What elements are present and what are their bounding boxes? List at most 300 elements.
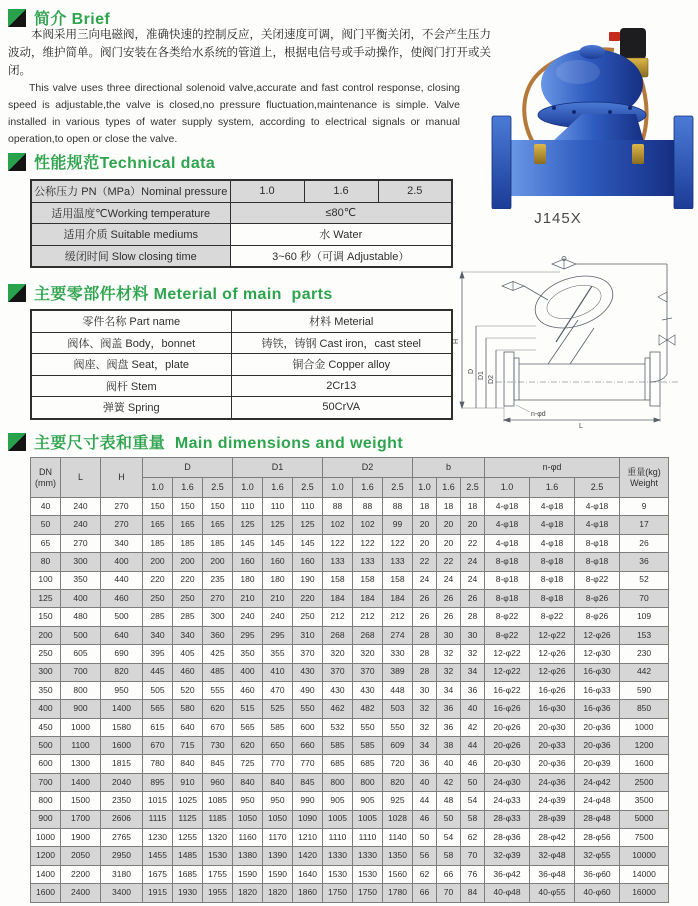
value-cell: 650	[263, 737, 293, 755]
value-cell: 840	[263, 773, 293, 791]
value-cell: 555	[203, 681, 233, 699]
value-cell: 370	[323, 663, 353, 681]
value-cell: 2.5	[378, 180, 452, 202]
value-cell: 8-φ18	[485, 571, 530, 589]
row-label-cell: 公称压力 PN（MPa）Nominal pressure	[31, 180, 230, 202]
table-row	[31, 829, 669, 847]
value-cell: 40	[437, 755, 461, 773]
value-cell: 1025	[173, 792, 203, 810]
table-row	[31, 571, 669, 589]
value-cell: 1005	[323, 810, 353, 828]
value-cell: 212	[353, 608, 383, 626]
value-cell: 24-φ42	[575, 773, 620, 791]
value-cell: 220	[173, 571, 203, 589]
value-cell: 36-φ60	[575, 865, 620, 883]
value-cell: 1110	[323, 829, 353, 847]
value-cell: 8-φ22	[530, 608, 575, 626]
value-cell: 1255	[173, 829, 203, 847]
value-cell: 1125	[173, 810, 203, 828]
value-cell: 18	[437, 498, 461, 516]
value-cell: 1820	[233, 884, 263, 902]
value-cell: 640	[101, 626, 143, 644]
value-cell: 28-φ33	[485, 810, 530, 828]
value-cell: 430	[353, 681, 383, 699]
value-cell: 66	[437, 865, 461, 883]
value-cell: 220	[293, 589, 323, 607]
value-cell: 700	[61, 663, 101, 681]
pressure-header-cell: 1.6	[530, 478, 575, 498]
table-row	[31, 354, 452, 376]
value-cell: 515	[233, 700, 263, 718]
table-row	[31, 626, 669, 644]
value-cell: 110	[293, 498, 323, 516]
value-cell: 34	[413, 737, 437, 755]
value-cell: 22	[437, 553, 461, 571]
value-cell: 400	[61, 589, 101, 607]
value-cell: 1210	[293, 829, 323, 847]
value-cell: 88	[323, 498, 353, 516]
value-cell: 550	[353, 718, 383, 736]
column-header-cell: L	[61, 458, 101, 498]
value-cell: 109	[620, 608, 669, 626]
value-cell: 270	[101, 516, 143, 534]
materials-table-body	[31, 332, 452, 419]
table-row	[31, 884, 669, 902]
value-cell: 1700	[61, 810, 101, 828]
value-cell: 1400	[61, 773, 101, 791]
value-cell: 389	[383, 663, 413, 681]
value-cell: 1400	[101, 700, 143, 718]
value-cell: 2350	[101, 792, 143, 810]
value-cell: 28-φ56	[575, 829, 620, 847]
pressure-header-cell: 1.6	[353, 478, 383, 498]
value-cell: 295	[233, 626, 263, 644]
value-cell: 268	[323, 626, 353, 644]
value-cell: 铸铁，铸钢 Cast iron，cast steel	[231, 332, 452, 354]
pressure-header-cell: 1.6	[173, 478, 203, 498]
value-cell: 2606	[101, 810, 143, 828]
value-cell: 1185	[203, 810, 233, 828]
table-row	[31, 755, 669, 773]
value-cell: 100	[31, 571, 61, 589]
value-cell: 350	[233, 645, 263, 663]
value-cell: 1530	[323, 865, 353, 883]
value-cell: 1930	[173, 884, 203, 902]
value-cell: 4-φ18	[575, 498, 620, 516]
dim-label-d1: D1	[478, 371, 485, 380]
value-cell: 770	[263, 755, 293, 773]
value-cell: 4-φ18	[575, 516, 620, 534]
value-cell: 1750	[323, 884, 353, 902]
column-header-cell: n-φd	[485, 458, 620, 478]
value-cell: 268	[353, 626, 383, 644]
value-cell: 28-φ42	[530, 829, 575, 847]
value-cell: 210	[263, 589, 293, 607]
value-cell: 1600	[101, 737, 143, 755]
value-cell: 605	[61, 645, 101, 663]
value-cell: 300	[31, 663, 61, 681]
value-cell: 160	[263, 553, 293, 571]
value-cell: 615	[143, 718, 173, 736]
table-row	[31, 865, 669, 883]
value-cell: 62	[413, 865, 437, 883]
value-cell: 485	[203, 663, 233, 681]
value-cell: 4-φ18	[530, 534, 575, 552]
value-cell: 36-φ48	[530, 865, 575, 883]
value-cell: 950	[101, 681, 143, 699]
row-label-cell: 适用温度℃Working temperature	[31, 202, 230, 224]
value-cell: 1005	[353, 810, 383, 828]
value-cell: 58	[461, 810, 485, 828]
table-row	[31, 792, 669, 810]
value-cell: 240	[263, 608, 293, 626]
value-cell: 133	[323, 553, 353, 571]
value-cell: 220	[143, 571, 173, 589]
table-row	[31, 180, 452, 202]
materials-table	[30, 309, 453, 420]
value-cell: 22	[413, 553, 437, 571]
value-cell: 235	[203, 571, 233, 589]
pressure-header-cell: 2.5	[203, 478, 233, 498]
value-cell: 480	[61, 608, 101, 626]
value-cell: 70	[437, 884, 461, 902]
value-cell: 28-φ36	[485, 829, 530, 847]
value-cell: 54	[461, 792, 485, 810]
value-cell: 1560	[383, 865, 413, 883]
pressure-header-cell: 1.0	[485, 478, 530, 498]
value-cell: 8-φ22	[575, 571, 620, 589]
value-cell: 550	[383, 718, 413, 736]
dim-label-d2: D2	[488, 375, 495, 384]
value-cell: 20-φ30	[485, 755, 530, 773]
value-cell: 910	[173, 773, 203, 791]
table-row	[31, 645, 669, 663]
column-header-cell: H	[101, 458, 143, 498]
value-cell: 28-φ39	[530, 810, 575, 828]
value-cell: 8-φ18	[530, 589, 575, 607]
value-cell: 180	[233, 571, 263, 589]
value-cell: 685	[353, 755, 383, 773]
value-cell: 800	[323, 773, 353, 791]
value-cell: 22	[461, 534, 485, 552]
value-cell: 1110	[353, 829, 383, 847]
value-cell: 铜合金 Copper alloy	[231, 354, 452, 376]
value-cell: 8-φ26	[575, 608, 620, 626]
value-cell: 250	[143, 589, 173, 607]
value-cell: 1.6	[304, 180, 378, 202]
value-cell: 1600	[31, 884, 61, 902]
dim-label-nphid: n-φd	[531, 411, 546, 418]
value-cell: 2Cr13	[231, 375, 452, 397]
product-photo-valve	[490, 24, 695, 209]
value-cell: 274	[383, 626, 413, 644]
value-cell: 1400	[31, 865, 61, 883]
value-cell: 300	[203, 608, 233, 626]
value-cell: 565	[233, 718, 263, 736]
value-cell: 3180	[101, 865, 143, 883]
section-marker-icon	[8, 284, 26, 302]
value-cell: 阀体、阀盖 Body，bonnet	[31, 332, 231, 354]
column-header-cell: D1	[233, 458, 323, 478]
value-cell: 46	[413, 810, 437, 828]
section-heading-dimensions	[8, 430, 403, 453]
value-cell: 1028	[383, 810, 413, 828]
value-cell: 532	[323, 718, 353, 736]
value-cell: 30	[437, 626, 461, 644]
value-cell: 360	[203, 626, 233, 644]
value-cell: 620	[233, 737, 263, 755]
value-cell: 102	[323, 516, 353, 534]
value-cell: 18	[461, 498, 485, 516]
section-marker-icon	[8, 153, 26, 171]
value-cell: 20-φ36	[575, 718, 620, 736]
value-cell: 66	[413, 884, 437, 902]
value-cell: 50	[31, 516, 61, 534]
value-cell: 20-φ30	[530, 718, 575, 736]
value-cell: 960	[203, 773, 233, 791]
value-cell: 165	[143, 516, 173, 534]
value-cell: 8-φ18	[575, 534, 620, 552]
header-line: Weight	[630, 477, 658, 488]
value-cell: 122	[383, 534, 413, 552]
value-cell: 54	[437, 829, 461, 847]
value-cell: 24-φ30	[485, 773, 530, 791]
value-cell: 3~60 秒（可调 Adjustable）	[230, 245, 452, 267]
value-cell: 32-φ39	[485, 847, 530, 865]
value-cell: 24-φ36	[530, 773, 575, 791]
pressure-header-cell: 1.6	[437, 478, 461, 498]
value-cell: 36	[437, 700, 461, 718]
value-cell: 165	[173, 516, 203, 534]
value-cell: 50	[461, 773, 485, 791]
value-cell: 240	[61, 498, 101, 516]
table-row	[31, 700, 669, 718]
value-cell: 16-φ30	[575, 663, 620, 681]
value-cell: 405	[173, 645, 203, 663]
value-cell: 240	[233, 608, 263, 626]
value-cell: 150	[173, 498, 203, 516]
value-cell: 32	[437, 645, 461, 663]
value-cell: 65	[31, 534, 61, 552]
value-cell: 500	[101, 608, 143, 626]
value-cell: 20	[413, 534, 437, 552]
value-cell: 8-φ18	[485, 553, 530, 571]
value-cell: 58	[437, 847, 461, 865]
value-cell: 4-φ18	[530, 516, 575, 534]
value-cell: 720	[383, 755, 413, 773]
value-cell: 28-φ48	[575, 810, 620, 828]
value-cell: 84	[461, 884, 485, 902]
value-cell: 240	[61, 516, 101, 534]
value-cell: 8-φ18	[575, 553, 620, 571]
column-header-cell	[620, 458, 669, 498]
value-cell: 24	[413, 571, 437, 589]
value-cell: 905	[353, 792, 383, 810]
technical-data-body	[31, 180, 452, 267]
value-cell: 8-φ18	[530, 553, 575, 571]
value-cell: 1750	[353, 884, 383, 902]
value-cell: 410	[263, 663, 293, 681]
value-cell: 330	[383, 645, 413, 663]
section-title-brief: 简介 Brief	[34, 11, 111, 28]
value-cell: 阀座、阀盘 Seat，plate	[31, 354, 231, 376]
value-cell: 7500	[620, 829, 669, 847]
value-cell: 1685	[173, 865, 203, 883]
value-cell: 1.0	[230, 180, 304, 202]
value-cell: 700	[31, 773, 61, 791]
value-cell: 20-φ26	[485, 718, 530, 736]
value-cell: 50	[437, 810, 461, 828]
value-cell: 30	[413, 681, 437, 699]
value-cell: 80	[31, 553, 61, 571]
value-cell: 20-φ36	[575, 737, 620, 755]
value-cell: 1230	[143, 829, 173, 847]
value-cell: 505	[143, 681, 173, 699]
value-cell: 150	[31, 608, 61, 626]
table-row	[31, 332, 452, 354]
value-cell: 24-φ33	[485, 792, 530, 810]
value-cell: 400	[233, 663, 263, 681]
value-cell: 725	[233, 755, 263, 773]
value-cell: 26	[620, 534, 669, 552]
value-cell: 16-φ33	[575, 681, 620, 699]
value-cell: 36	[461, 681, 485, 699]
value-cell: 125	[233, 516, 263, 534]
dimensions-table	[30, 457, 669, 903]
value-cell: 4-φ18	[485, 498, 530, 516]
value-cell: 448	[383, 681, 413, 699]
value-cell: 17	[620, 516, 669, 534]
value-cell: 1580	[101, 718, 143, 736]
table-row	[31, 847, 669, 865]
section-marker-icon	[8, 9, 26, 27]
value-cell: 685	[323, 755, 353, 773]
value-cell: 395	[143, 645, 173, 663]
section-title-technical: 性能规范Technical data	[34, 155, 216, 172]
table-row	[31, 534, 669, 552]
value-cell: 26	[413, 589, 437, 607]
value-cell: 800	[31, 792, 61, 810]
value-cell: 1085	[203, 792, 233, 810]
value-cell: 1590	[263, 865, 293, 883]
value-cell: 20	[437, 534, 461, 552]
pressure-header-cell: 1.6	[263, 478, 293, 498]
value-cell: 210	[233, 589, 263, 607]
value-cell: 150	[203, 498, 233, 516]
value-cell: 425	[203, 645, 233, 663]
value-cell: 50	[413, 829, 437, 847]
value-cell: 42	[437, 773, 461, 791]
value-cell: 145	[263, 534, 293, 552]
value-cell: 40-φ48	[485, 884, 530, 902]
value-cell: 780	[143, 755, 173, 773]
value-cell: 16-φ30	[530, 700, 575, 718]
value-cell: 12-φ30	[575, 645, 620, 663]
value-cell: 1050	[233, 810, 263, 828]
value-cell: 36	[437, 718, 461, 736]
value-cell: 1600	[620, 755, 669, 773]
value-cell: 1420	[293, 847, 323, 865]
value-cell: 1000	[620, 718, 669, 736]
value-cell: 850	[620, 700, 669, 718]
value-cell: 840	[233, 773, 263, 791]
header-line: DN	[39, 467, 52, 478]
value-cell: 2765	[101, 829, 143, 847]
value-cell: 430	[323, 681, 353, 699]
value-cell: 36	[620, 553, 669, 571]
value-cell: 900	[61, 700, 101, 718]
dimensions-table-body	[31, 498, 669, 903]
value-cell: 370	[293, 645, 323, 663]
value-cell: 845	[293, 773, 323, 791]
value-cell: 1485	[173, 847, 203, 865]
value-cell: 8-φ22	[485, 626, 530, 644]
column-header-cell: 零件名称 Part name	[31, 310, 231, 332]
value-cell: 12-φ26	[575, 626, 620, 644]
value-cell: 36-φ42	[485, 865, 530, 883]
value-cell: 1500	[61, 792, 101, 810]
drawing-lines	[460, 257, 678, 423]
value-cell: 20	[413, 516, 437, 534]
value-cell: 110	[263, 498, 293, 516]
value-cell: 503	[383, 700, 413, 718]
value-cell: 1115	[143, 810, 173, 828]
value-cell: 820	[101, 663, 143, 681]
value-cell: 1330	[323, 847, 353, 865]
value-cell: 145	[233, 534, 263, 552]
value-cell: 715	[173, 737, 203, 755]
dimensions-table-head	[31, 458, 669, 498]
value-cell: 400	[101, 553, 143, 571]
brief-paragraph-en: This valve uses three directional solenoid valve,accurate and fast control response, closing speed is adjustable,the valve is closed,no pressure fluctuation,maintenance is simple. Valve installed in various types of water supply system, according to electrical signals or manual operation,to open or close the valve.	[8, 82, 460, 145]
value-cell: 160	[233, 553, 263, 571]
value-cell: 2400	[61, 884, 101, 902]
pressure-header-cell: 1.0	[143, 478, 173, 498]
value-cell: 270	[61, 534, 101, 552]
technical-data-table	[30, 179, 453, 268]
value-cell: 925	[383, 792, 413, 810]
value-cell: 110	[233, 498, 263, 516]
value-cell: 370	[353, 663, 383, 681]
pressure-header-cell: 2.5	[383, 478, 413, 498]
value-cell: 1815	[101, 755, 143, 773]
value-cell: 355	[263, 645, 293, 663]
value-cell: 212	[383, 608, 413, 626]
value-cell: 165	[203, 516, 233, 534]
pressure-header-cell: 2.5	[461, 478, 485, 498]
value-cell: 44	[461, 737, 485, 755]
value-cell: 1755	[203, 865, 233, 883]
value-cell: 320	[353, 645, 383, 663]
value-cell: 184	[323, 589, 353, 607]
column-header-cell: D	[143, 458, 233, 478]
value-cell: 122	[323, 534, 353, 552]
value-cell: 660	[293, 737, 323, 755]
header-line: 重量(kg)	[627, 467, 661, 478]
value-cell: 28	[413, 626, 437, 644]
value-cell: 640	[173, 718, 203, 736]
value-cell: 8-φ26	[575, 589, 620, 607]
value-cell: 340	[143, 626, 173, 644]
value-cell: 1330	[353, 847, 383, 865]
table-row	[31, 773, 669, 791]
value-cell: 1300	[61, 755, 101, 773]
value-cell: 320	[323, 645, 353, 663]
value-cell: 250	[173, 589, 203, 607]
value-cell: 36	[413, 755, 437, 773]
value-cell: 24	[437, 571, 461, 589]
value-cell: 8-φ18	[485, 589, 530, 607]
